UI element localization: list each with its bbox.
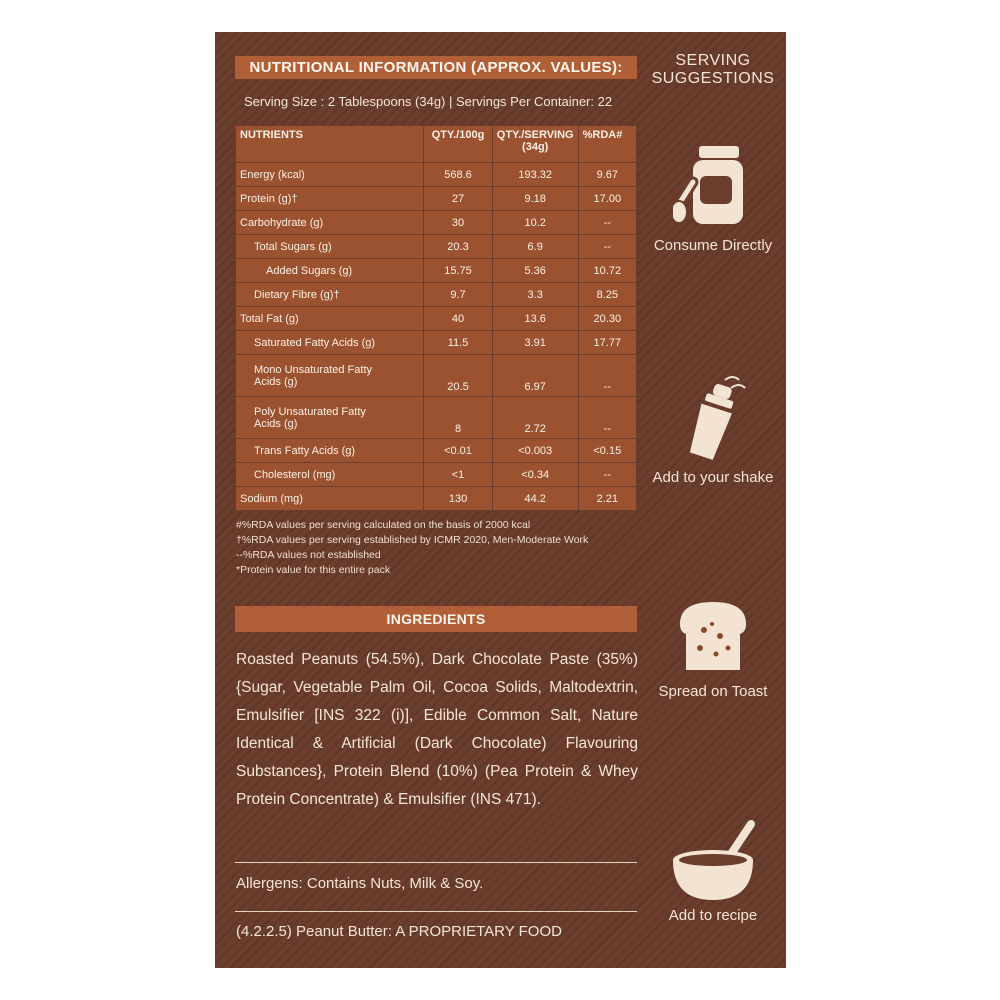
nutrition-title: NUTRITIONAL INFORMATION (APPROX. VALUES): — [235, 56, 637, 79]
footnote: #%RDA values per serving calculated on the basis of 2000 kcal — [236, 519, 531, 531]
value-per-100g: 30 — [424, 211, 493, 235]
value-per-serving: 9.18 — [492, 187, 578, 211]
table-row — [236, 397, 637, 439]
header-per-100g: QTY./100g — [424, 126, 493, 163]
value-per-100g: 15.75 — [424, 259, 493, 283]
table-row — [236, 163, 637, 187]
divider — [235, 911, 637, 912]
header-per-serving — [492, 126, 578, 163]
suggestion-label: Consume Directly — [653, 237, 773, 254]
divider — [235, 862, 637, 863]
ingredients-title: INGREDIENTS — [235, 606, 637, 632]
suggestion-label: Add to recipe — [668, 907, 758, 924]
bowl-icon — [665, 816, 761, 900]
value-rda: -- — [578, 463, 636, 487]
table-row — [236, 235, 637, 259]
table-row — [236, 487, 637, 511]
nutrient-name: Energy (kcal) — [236, 163, 424, 187]
nutrition-footnotes — [236, 518, 588, 578]
nutrient-name: Sodium (mg) — [236, 487, 424, 511]
value-rda: 10.72 — [578, 259, 636, 283]
header-rda: %RDA# — [578, 126, 636, 163]
table-row — [236, 211, 637, 235]
value-per-serving: 13.6 — [492, 307, 578, 331]
nutrient-name-line: Mono Unsaturated Fatty — [254, 363, 373, 376]
toast-icon — [670, 596, 756, 676]
shaker-icon — [673, 370, 753, 462]
nutrient-name — [236, 355, 424, 397]
value-rda: 2.21 — [578, 487, 636, 511]
table-row — [236, 355, 637, 397]
nutrient-name-line: Poly Unsaturated Fatty — [254, 405, 366, 418]
value-per-serving: 3.91 — [492, 331, 578, 355]
value-rda: 9.67 — [578, 163, 636, 187]
nutrient-name: Total Fat (g) — [236, 307, 424, 331]
value-rda: -- — [578, 235, 636, 259]
value-per-serving: 44.2 — [492, 487, 578, 511]
suggestion-label: Add to your shake — [652, 469, 774, 486]
value-rda: 17.77 — [578, 331, 636, 355]
value-per-100g: 20.3 — [424, 235, 493, 259]
nutrient-name — [236, 397, 424, 439]
value-rda: <0.15 — [578, 439, 636, 463]
value-per-serving: 10.2 — [492, 211, 578, 235]
value-per-100g: 40 — [424, 307, 493, 331]
table-row — [236, 307, 637, 331]
value-per-serving: 5.36 — [492, 259, 578, 283]
nutrient-name: Saturated Fatty Acids (g) — [236, 331, 424, 355]
value-per-serving: 193.32 — [492, 163, 578, 187]
value-per-serving: 6.97 — [492, 355, 578, 397]
jar-spoon-icon — [673, 138, 753, 230]
value-per-100g: 8 — [424, 397, 493, 439]
value-per-100g: 130 — [424, 487, 493, 511]
value-per-serving: 3.3 — [492, 283, 578, 307]
value-rda: 20.30 — [578, 307, 636, 331]
table-row — [236, 331, 637, 355]
table-header-row — [236, 126, 637, 163]
header-per-serving-label: QTY./SERVING — [496, 129, 574, 141]
value-per-100g: 27 — [424, 187, 493, 211]
value-rda: -- — [578, 211, 636, 235]
value-per-100g: 9.7 — [424, 283, 493, 307]
value-per-serving: <0.34 — [492, 463, 578, 487]
nutrient-name: Trans Fatty Acids (g) — [236, 439, 424, 463]
nutrient-name-line: Acids (g) — [254, 375, 298, 388]
serving-suggestions-title: SERVING SUGGESTIONS — [651, 52, 775, 87]
value-rda: -- — [578, 397, 636, 439]
suggestion-add-to-recipe — [645, 816, 781, 926]
nutrient-name: Protein (g)† — [236, 187, 424, 211]
nutrient-name: Dietary Fibre (g)† — [236, 283, 424, 307]
value-per-100g: 11.5 — [424, 331, 493, 355]
nutrient-name: Carbohydrate (g) — [236, 211, 424, 235]
ingredients-text: Roasted Peanuts (54.5%), Dark Chocolate Paste (35%) {Sugar, Vegetable Palm Oil, Cocoa Solids, Maltodextrin, Emulsifier [INS 322 (i)], Edible Common Salt, Nature Identical & Artificial (Dark Chocolate) Flavouring Substances}, Protein Blend (10%) (Pea Protein & Whey Protein Concentrate) & Emulsifier (INS 471). — [236, 651, 638, 808]
value-rda: 8.25 — [578, 283, 636, 307]
allergens-text: Allergens: Contains Nuts, Milk & Soy. — [236, 875, 484, 892]
footnote: --%RDA values not established — [236, 549, 381, 561]
value-rda: 17.00 — [578, 187, 636, 211]
value-per-serving: 2.72 — [492, 397, 578, 439]
nutrient-name-line: Acids (g) — [254, 417, 298, 430]
value-per-100g: 20.5 — [424, 355, 493, 397]
value-per-serving: 6.9 — [492, 235, 578, 259]
suggestion-add-to-shake — [645, 370, 781, 488]
suggestion-consume-directly — [645, 138, 781, 256]
table-row — [236, 259, 637, 283]
nutrition-table — [235, 125, 637, 511]
nutrient-name: Total Sugars (g) — [236, 235, 424, 259]
table-row — [236, 283, 637, 307]
value-rda: -- — [578, 355, 636, 397]
serving-size-line: Serving Size : 2 Tablespoons (34g) | Servings Per Container: 22 — [244, 94, 613, 109]
value-per-100g: 568.6 — [424, 163, 493, 187]
suggestion-spread-on-toast — [645, 596, 781, 702]
footnote: †%RDA values per serving established by ICMR 2020, Men-Moderate Work — [236, 534, 589, 546]
suggestion-label: Spread on Toast — [658, 683, 768, 700]
header-per-serving-sub: (34g) — [522, 141, 549, 153]
table-row — [236, 187, 637, 211]
value-per-serving: <0.003 — [492, 439, 578, 463]
nutrient-name: Added Sugars (g) — [236, 259, 424, 283]
table-row — [236, 463, 637, 487]
label-panel — [215, 32, 786, 968]
table-row — [236, 439, 637, 463]
nutrient-name: Cholesterol (mg) — [236, 463, 424, 487]
value-per-100g: <1 — [424, 463, 493, 487]
proprietary-food-text: (4.2.2.5) Peanut Butter: A PROPRIETARY FOOD — [236, 923, 562, 940]
footnote: *Protein value for this entire pack — [236, 564, 391, 576]
value-per-100g: <0.01 — [424, 439, 493, 463]
header-nutrients: NUTRIENTS — [236, 126, 424, 163]
